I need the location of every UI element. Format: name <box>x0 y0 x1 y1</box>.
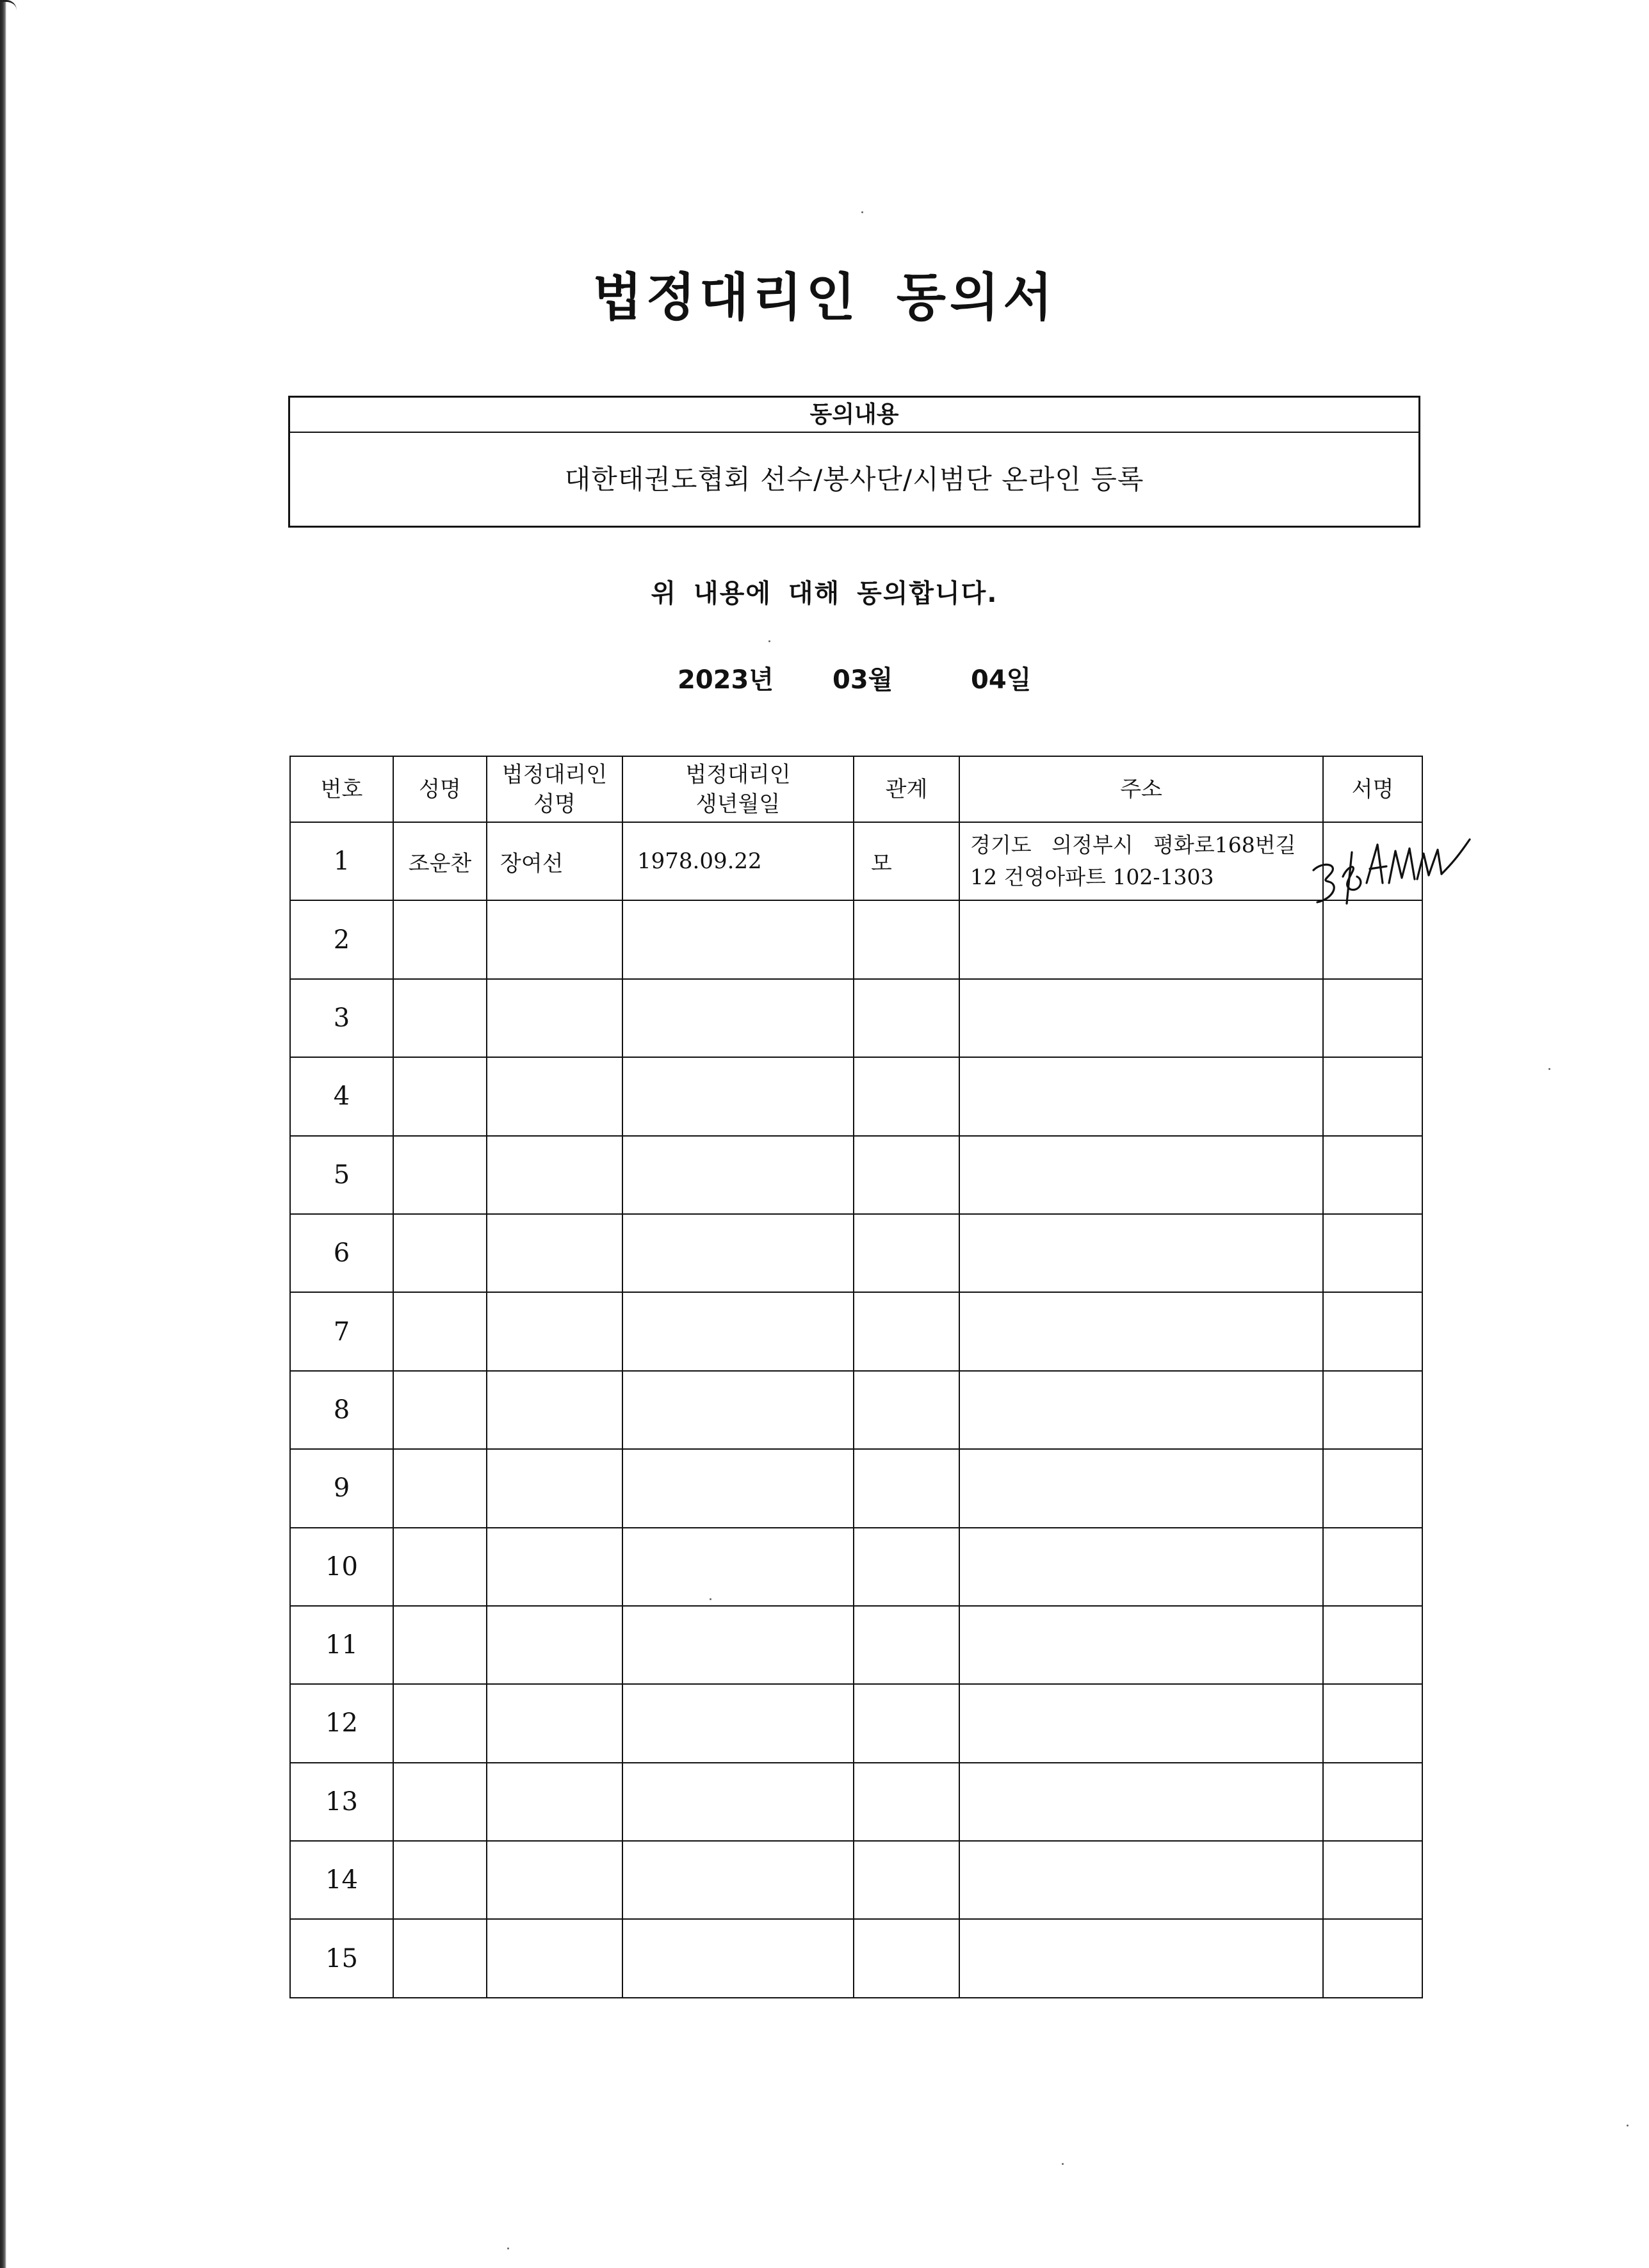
scan-speck <box>507 2248 509 2249</box>
row-cell <box>1323 1606 1422 1684</box>
row-cell <box>1323 1449 1422 1527</box>
row-cell <box>854 979 959 1057</box>
row-cell <box>1323 900 1422 978</box>
table-row <box>290 900 1422 978</box>
row-cell <box>959 1449 1323 1527</box>
row-cell <box>854 1919 959 1997</box>
row-number: 8 <box>290 1371 393 1449</box>
row-cell <box>959 1606 1323 1684</box>
row-cell <box>622 1919 854 1997</box>
table-row <box>290 1919 1422 1997</box>
row-cell <box>959 1919 1323 1997</box>
row-cell <box>487 1136 622 1214</box>
row-signature <box>1323 822 1422 900</box>
row-cell <box>1323 1841 1422 1919</box>
header-number: 번호 <box>290 756 393 822</box>
row-number: 7 <box>290 1292 393 1370</box>
row-cell <box>854 1606 959 1684</box>
row-cell <box>393 1449 487 1527</box>
agreement-statement: 위 내용에 대해 동의합니다. <box>651 579 998 608</box>
row-cell <box>854 1684 959 1762</box>
row-cell <box>854 1214 959 1292</box>
row-cell <box>622 1841 854 1919</box>
row-cell <box>393 1841 487 1919</box>
date-day: 04일 <box>971 665 1032 695</box>
row-cell <box>487 979 622 1057</box>
row-number: 11 <box>290 1606 393 1684</box>
row-cell <box>487 1292 622 1370</box>
table-row <box>290 1841 1422 1919</box>
scan-speck <box>768 640 770 642</box>
row-cell <box>622 1214 854 1292</box>
row-number: 9 <box>290 1449 393 1527</box>
consent-header: 동의내용 <box>290 398 1418 433</box>
date-month: 03월 <box>833 665 893 695</box>
row-cell <box>487 1919 622 1997</box>
scan-corner-artifact <box>0 0 17 18</box>
row-cell <box>959 1528 1323 1606</box>
row-cell <box>487 1684 622 1762</box>
row-cell <box>959 1214 1323 1292</box>
header-guardian-birth <box>622 756 854 822</box>
row-cell <box>393 1606 487 1684</box>
row-number: 3 <box>290 979 393 1057</box>
table-row <box>290 1136 1422 1214</box>
row-cell <box>959 1684 1323 1762</box>
row-number: 6 <box>290 1214 393 1292</box>
row-cell <box>1323 1528 1422 1606</box>
row-number: 2 <box>290 900 393 978</box>
date-year: 2023년 <box>678 665 774 695</box>
consent-box <box>288 396 1420 528</box>
row-number: 1 <box>290 822 393 900</box>
row-cell <box>393 1214 487 1292</box>
row-cell <box>854 1528 959 1606</box>
row-cell <box>393 1919 487 1997</box>
scan-speck <box>861 211 863 213</box>
row-cell <box>1323 1763 1422 1841</box>
row-cell <box>622 1606 854 1684</box>
row-cell <box>854 1449 959 1527</box>
row-cell <box>487 1371 622 1449</box>
row-cell <box>854 1292 959 1370</box>
row-cell <box>393 1684 487 1762</box>
row-cell <box>959 1136 1323 1214</box>
scan-speck <box>1062 2163 1064 2165</box>
row-cell <box>622 1371 854 1449</box>
row-guardian-birth: 1978.09.22 <box>622 822 854 900</box>
header-guardian-birth-line2: 생년월일 <box>695 791 781 817</box>
row-cell <box>622 1763 854 1841</box>
header-guardian-birth-line1: 법정대리인 <box>685 761 791 788</box>
row-cell <box>1323 1292 1422 1370</box>
row-cell <box>854 1371 959 1449</box>
row-cell <box>959 1841 1323 1919</box>
table-row <box>290 1684 1422 1762</box>
row-cell <box>622 1136 854 1214</box>
header-signature: 서명 <box>1323 756 1422 822</box>
row-cell <box>622 1684 854 1762</box>
row-cell <box>393 1763 487 1841</box>
row-cell <box>1323 1684 1422 1762</box>
row-cell <box>1323 1371 1422 1449</box>
row-relation: 모 <box>854 822 959 900</box>
row-cell <box>622 979 854 1057</box>
document-title: 법정대리인 동의서 <box>592 268 1057 327</box>
row-cell <box>487 1449 622 1527</box>
row-number: 10 <box>290 1528 393 1606</box>
row-address <box>959 822 1323 900</box>
row-cell <box>1323 1919 1422 1997</box>
row-cell <box>854 1136 959 1214</box>
row-number: 5 <box>290 1136 393 1214</box>
row-cell <box>959 900 1323 978</box>
header-guardian-name-line2: 성명 <box>533 791 576 817</box>
row-cell <box>959 1371 1323 1449</box>
consent-content: 대한태권도협회 선수/봉사단/시범단 온라인 등록 <box>564 464 1144 495</box>
row-guardian-name: 장여선 <box>487 822 622 900</box>
header-name: 성명 <box>393 756 487 822</box>
row-number: 4 <box>290 1057 393 1135</box>
header-guardian-name-line1: 법정대리인 <box>501 761 608 788</box>
row-name: 조운찬 <box>393 822 487 900</box>
row-cell <box>487 1606 622 1684</box>
scan-speck <box>1627 2125 1629 2126</box>
row-cell <box>487 1057 622 1135</box>
table-row <box>290 1763 1422 1841</box>
row-cell <box>959 979 1323 1057</box>
row-cell <box>487 900 622 978</box>
row-cell <box>487 1841 622 1919</box>
row-number: 12 <box>290 1684 393 1762</box>
table-row <box>290 1214 1422 1292</box>
row-cell <box>622 1449 854 1527</box>
row-address-line2: 12 건영아파트 102-1303 <box>970 864 1214 890</box>
row-cell <box>393 1371 487 1449</box>
row-cell <box>487 1763 622 1841</box>
row-cell <box>622 1528 854 1606</box>
row-cell <box>622 1292 854 1370</box>
table-row <box>290 1371 1422 1449</box>
row-cell <box>393 1136 487 1214</box>
table-row <box>290 822 1422 900</box>
row-cell <box>854 1763 959 1841</box>
row-cell <box>1323 979 1422 1057</box>
row-cell <box>393 1057 487 1135</box>
table-header-row <box>290 756 1422 822</box>
row-cell <box>487 1528 622 1606</box>
row-number: 15 <box>290 1919 393 1997</box>
row-cell <box>854 1057 959 1135</box>
header-address: 주소 <box>959 756 1323 822</box>
row-cell <box>959 1763 1323 1841</box>
row-cell <box>393 1528 487 1606</box>
row-cell <box>959 1292 1323 1370</box>
row-cell <box>1323 1057 1422 1135</box>
row-cell <box>854 1841 959 1919</box>
table-row <box>290 1606 1422 1684</box>
table-row <box>290 1449 1422 1527</box>
scan-speck <box>1548 1068 1550 1070</box>
row-cell <box>1323 1136 1422 1214</box>
scan-edge-artifact <box>0 0 6 2268</box>
row-cell <box>959 1057 1323 1135</box>
row-cell <box>1323 1214 1422 1292</box>
row-cell <box>393 900 487 978</box>
table-row <box>290 1528 1422 1606</box>
table-row <box>290 1292 1422 1370</box>
row-cell <box>854 900 959 978</box>
row-cell <box>393 979 487 1057</box>
row-number: 14 <box>290 1841 393 1919</box>
table-row <box>290 1057 1422 1135</box>
row-cell <box>622 900 854 978</box>
row-cell <box>487 1214 622 1292</box>
row-number: 13 <box>290 1763 393 1841</box>
table-row <box>290 979 1422 1057</box>
handwritten-signature <box>1306 814 1491 910</box>
row-cell <box>622 1057 854 1135</box>
header-relation: 관계 <box>854 756 959 822</box>
scan-speck <box>710 1598 711 1600</box>
guardian-roster-table <box>289 756 1423 1998</box>
row-address-line1: 경기도 의정부시 평화로168번길 <box>970 832 1296 858</box>
header-guardian-name <box>487 756 622 822</box>
row-cell <box>393 1292 487 1370</box>
